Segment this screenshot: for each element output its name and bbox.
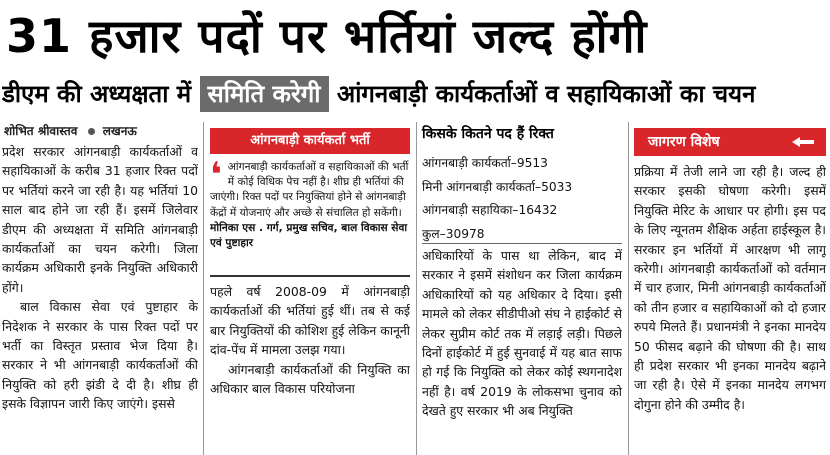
quote-signature: मोनिका एस . गर्ग, प्रमुख सचिव, बाल विकास सेवा एवं पुष्टाहार: [210, 221, 408, 250]
article-column-4: [634, 162, 826, 454]
bullet-icon: [88, 128, 95, 135]
box-divider: [210, 275, 410, 277]
quote-box: [210, 160, 410, 270]
subhead-before: डीएम की अध्यक्षता में: [2, 80, 192, 108]
vacancy-item: मिनी आंगनबाड़ी कार्यकर्ता–5033: [422, 179, 573, 194]
subheadline: [2, 72, 828, 116]
headline: 31 हजार पदों पर भर्तियां जल्द होंगी: [6, 9, 648, 63]
column-divider: [628, 122, 629, 455]
vacancy-item: आंगनबाड़ी कार्यकर्ता–9513: [422, 156, 548, 170]
vacancy-divider: [422, 243, 622, 244]
article-column-2: [210, 282, 410, 454]
vacancy-total: कुल–30978: [422, 226, 485, 241]
quote-text: आंगनबाड़ी कार्यकर्ताओं व सहायिकाओं की भर्ती में कोई विधिक पेच नहीं है। शीघ्र ही भर्तियां की जाएंगी। रिक्त पदों पर नियुक्तियां होने से आंगनबाड़ी केंद्रों में योजनाएं और अच्छे से संचालित हो सकेंगी।: [210, 161, 409, 219]
subhead-highlight: समिति करेगी: [200, 76, 329, 112]
paragraph: आंगनबाड़ी कार्यकर्ताओं की नियुक्ति का अधिकार बाल विकास परियोजना: [210, 361, 410, 397]
jagran-vishesh-banner: जागरण विशेष: [634, 128, 826, 156]
subhead-after: आंगनबाड़ी कार्यकर्ताओं व सहायिकाओं का चयन: [336, 80, 756, 108]
column-divider: [203, 122, 204, 455]
article-column-1: [2, 142, 198, 454]
box-title: आंगनबाड़ी कार्यकर्ता भर्ती: [210, 128, 410, 154]
paragraph: बाल विकास सेवा एवं पुष्टाहार के निदेशक ने सरकार के पास रिक्त पदों पर भर्ती का विस्तृत प्रस्ताव भेज दिया है। सरकार ने भी आंगनबाड़ी कार्यकर्ताओं की नियुक्ति को हरी झंडी दे दी है। शीघ्र ही इसके विज्ञापन जारी किए जाएंगे। इससे: [2, 299, 198, 412]
paragraph: अधिकारियों के पास था लेकिन, बाद में सरकार ने इसमें संशोधन कर जिला कार्यक्रम अधिकारियों को यह अधिकार दे दिया। इसी मामले को लेकर सीडीपीओ संघ ने हाईकोर्ट से लेकर सुप्रीम कोर्ट तक में लड़ाई लड़ी। पिछले दिनों हाईकोर्ट में हुई सुनवाई में यह बात साफ हो गई कि नियुक्ति को लेकर कोई स्थगनादेश नहीं है। वर्ष 2019 के लोकसभा चुनाव को देखते हुए सरकार भी अब नियुक्ति: [422, 248, 622, 419]
column-divider: [416, 122, 417, 455]
byline-place: लखनऊ: [102, 124, 137, 138]
quote-mark-icon: ❛: [210, 160, 222, 195]
vacancy-list: [422, 152, 622, 246]
byline-author: शोभित श्रीवास्तव: [4, 124, 78, 138]
vacancy-item: आंगनबाड़ी सहायिका–16432: [422, 203, 558, 217]
article-column-3: [422, 246, 622, 454]
paragraph: पहले वर्ष 2008-09 में आंगनबाड़ी कार्यकर्ताओं की भर्तियां हुई थीं। तब से कई बार नियुक्तियों की कोशिश हुई लेकिन कानूनी दांव-पेंच में मामला उलझ गया।: [210, 284, 410, 358]
vacancy-title: किसके कितने पद हैं रिक्त: [422, 126, 554, 142]
pointing-hand-icon: [790, 133, 816, 151]
byline: [4, 122, 137, 139]
paragraph: प्रदेश सरकार आंगनबाड़ी कार्यकर्ताओं व सहायिकाओं के करीब 31 हजार रिक्त पदों पर भर्तियां करने जा रही है। यह भर्तियां 10 साल बाद होने जा रही हैं। इसमें जिलेवार डीएम की अध्यक्षता में समिति आंगनबाड़ी कार्यकर्ताओं का चयन करेगी। जिला कार्यक्रम अधिकारी इनके नियुक्ति अधिकारी होंगे।: [2, 144, 198, 295]
paragraph: प्रक्रिया में तेजी लाने जा रही है। जल्द ही सरकार इसकी घोषणा करेगी। इसमें नियुक्ति मेरिट के आधार पर होगी। इस पद के लिए न्यूनतम शैक्षिक अर्हता हाईस्कूल है। सरकार इन भर्तियों में आरक्षण भी लागू करेगी। आंगनबाड़ी कार्यकर्ताओं को वर्तमान में चार हजार, मिनी आंगनबाड़ी कार्यकर्ताओं को तीन हजार व सहायिकाओं को दो हजार रुपये मिलते हैं। प्रधानमंत्री ने इनका मानदेय 50 फीसद बढ़ाने की घोषणा की है। साथ ही प्रदेश सरकार भी इनका मानदेय बढ़ाने जा रही है। ऐसे में इनका मानदेय लगभग दोगुना होने की उम्मीद है।: [634, 164, 826, 412]
